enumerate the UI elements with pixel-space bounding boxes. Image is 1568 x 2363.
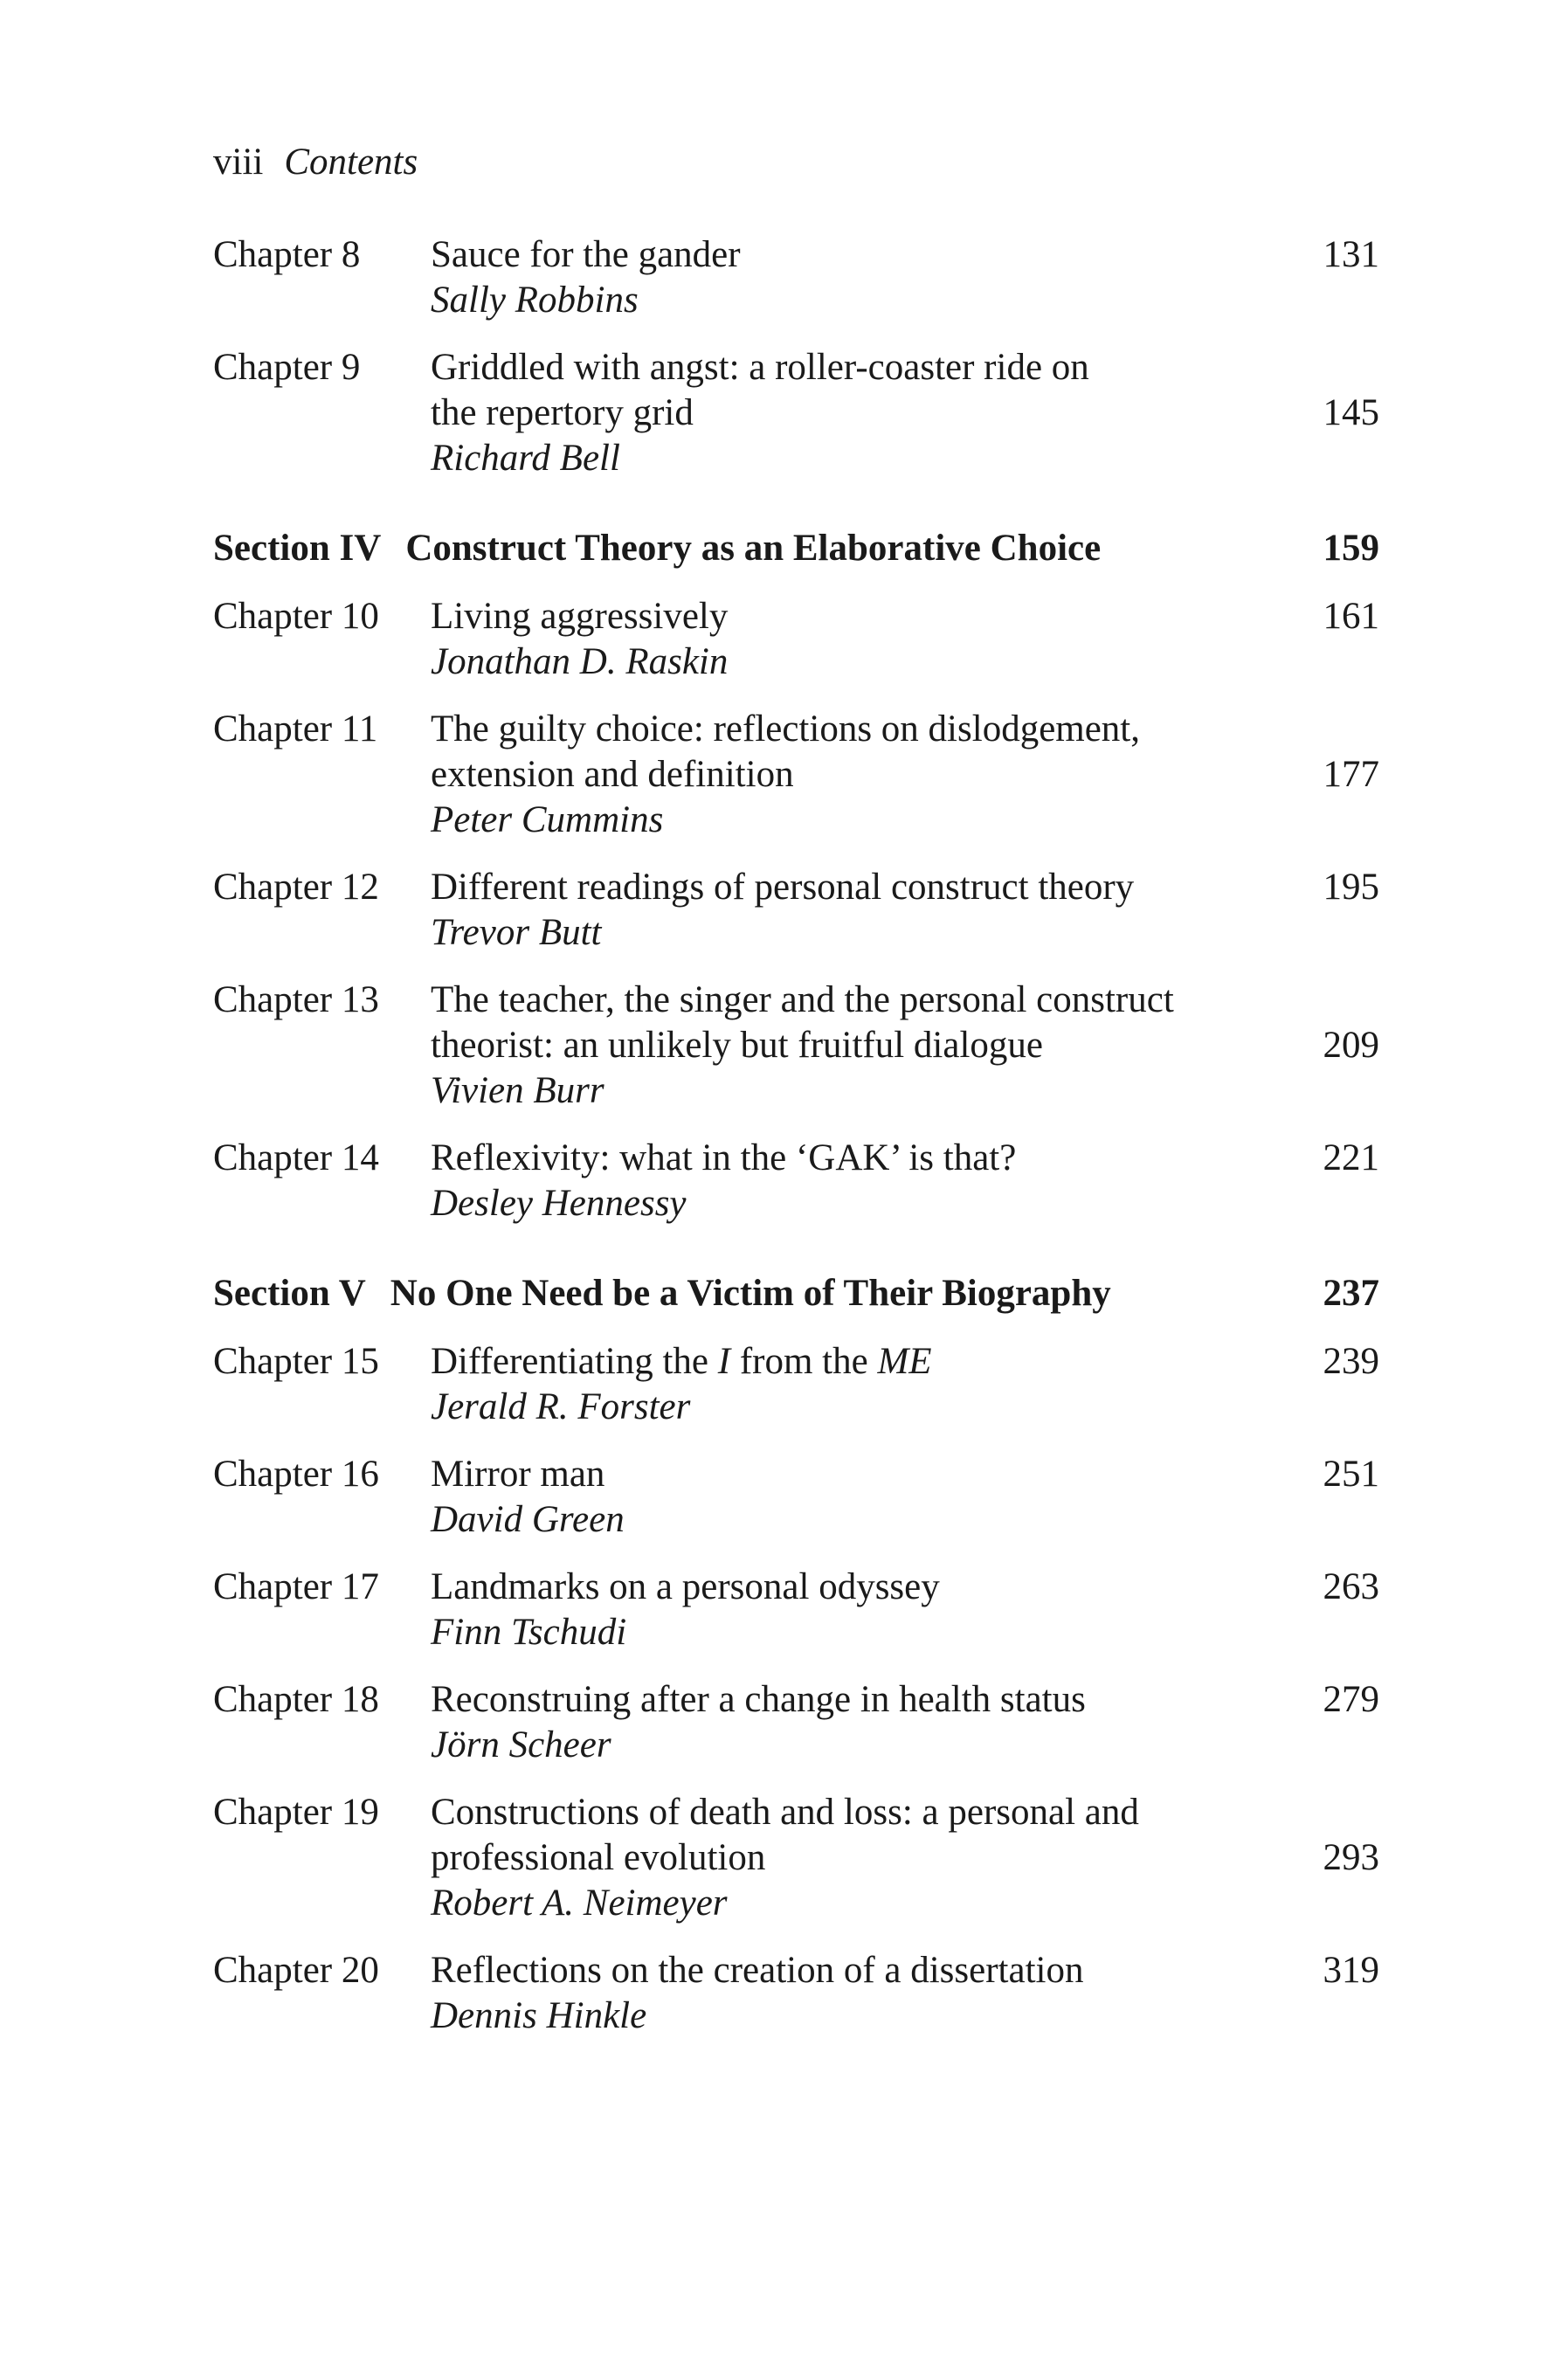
chapter-title: Mirror man — [431, 1454, 605, 1495]
page-number: 319 — [1323, 1950, 1379, 1991]
chapter-title: Different readings of personal construct theory — [431, 867, 1135, 908]
page-number: 221 — [1323, 1137, 1379, 1178]
chapter-title-part: from the — [730, 1341, 878, 1382]
chapter-title-emphasis: I — [717, 1341, 731, 1382]
section-title: Construct Theory as an Elaborative Choice — [405, 528, 1102, 569]
chapter-label: Chapter 16 — [213, 1454, 379, 1495]
toc-entry-chapter-19[interactable] — [213, 1790, 1379, 1926]
toc-entry-chapter-10[interactable] — [213, 594, 1379, 685]
chapter-label: Chapter 15 — [213, 1341, 379, 1382]
chapter-title-line: extension and definition — [431, 754, 794, 795]
chapter-label: Chapter 9 — [213, 347, 361, 388]
page-number: 239 — [1323, 1341, 1379, 1382]
page-number: 161 — [1323, 596, 1379, 637]
page-number: 263 — [1323, 1566, 1379, 1607]
page-number: 209 — [1323, 1025, 1379, 1066]
toc-entry-chapter-17[interactable] — [213, 1565, 1379, 1655]
toc-entry-chapter-13[interactable] — [213, 978, 1379, 1114]
chapter-title: Reconstruing after a change in health status — [431, 1679, 1086, 1720]
page-number: 131 — [1323, 234, 1379, 275]
page-number: 177 — [1323, 754, 1379, 795]
chapter-label: Chapter 18 — [213, 1679, 379, 1720]
section-title: No One Need be a Victim of Their Biography — [390, 1273, 1111, 1314]
page-folio: viii — [213, 142, 264, 183]
toc-entry-chapter-12[interactable] — [213, 865, 1379, 956]
chapter-title-emphasis: ME — [877, 1341, 932, 1382]
running-head-title: Contents — [284, 142, 418, 183]
chapter-label: Chapter 12 — [213, 867, 379, 908]
chapter-title-line: The guilty choice: reflections on dislodgement, — [431, 708, 1141, 750]
chapter-title: Sauce for the gander — [431, 234, 741, 275]
chapter-author: Peter Cummins — [431, 799, 664, 840]
chapter-label: Chapter 8 — [213, 234, 361, 275]
toc-entry-chapter-11[interactable] — [213, 707, 1379, 843]
chapter-author: Finn Tschudi — [431, 1612, 627, 1653]
chapter-author: Robert A. Neimeyer — [431, 1883, 728, 1924]
chapter-author: Dennis Hinkle — [431, 1995, 647, 2036]
page-number: 251 — [1323, 1454, 1379, 1495]
toc-section-v[interactable] — [213, 1271, 1379, 1316]
toc-entry-chapter-18[interactable] — [213, 1677, 1379, 1768]
chapter-author: Jörn Scheer — [431, 1724, 611, 1765]
toc-entry-chapter-15[interactable] — [213, 1339, 1379, 1430]
page-number: 293 — [1323, 1837, 1379, 1878]
chapter-title: Living aggressively — [431, 596, 729, 637]
chapter-author: Vivien Burr — [431, 1070, 604, 1111]
toc-entry-chapter-20[interactable] — [213, 1948, 1379, 2039]
page-number: 237 — [1323, 1273, 1379, 1314]
chapter-title-part: Differentiating the — [431, 1341, 718, 1382]
section-label: Section V — [213, 1273, 366, 1314]
chapter-label: Chapter 17 — [213, 1566, 379, 1607]
chapter-title-line: Griddled with angst: a roller-coaster ride on — [431, 347, 1089, 388]
chapter-author: Desley Hennessy — [431, 1183, 687, 1224]
page-number: 145 — [1323, 392, 1379, 433]
chapter-title-line: The teacher, the singer and the personal construct — [431, 979, 1174, 1020]
chapter-author: Sally Robbins — [431, 280, 639, 321]
chapter-label: Chapter 13 — [213, 979, 379, 1020]
running-head — [213, 140, 418, 185]
chapter-author: Trevor Butt — [431, 912, 602, 953]
chapter-label: Chapter 10 — [213, 596, 379, 637]
chapter-title-line: the repertory grid — [431, 392, 694, 433]
chapter-label: Chapter 11 — [213, 708, 378, 750]
chapter-label: Chapter 14 — [213, 1137, 379, 1178]
chapter-label: Chapter 19 — [213, 1792, 379, 1833]
toc-entry-chapter-14[interactable] — [213, 1136, 1379, 1226]
chapter-label: Chapter 20 — [213, 1950, 379, 1991]
chapter-title-line: Constructions of death and loss: a personal and — [431, 1792, 1139, 1833]
toc-entry-chapter-16[interactable] — [213, 1452, 1379, 1543]
chapter-author: Jerald R. Forster — [431, 1386, 691, 1427]
chapter-title — [431, 1339, 1217, 1385]
chapter-author: Jonathan D. Raskin — [431, 641, 729, 682]
chapter-title: Reflections on the creation of a dissertation — [431, 1950, 1084, 1991]
page-number: 279 — [1323, 1679, 1379, 1720]
page-number: 159 — [1323, 528, 1379, 569]
chapter-title: Landmarks on a personal odyssey — [431, 1566, 940, 1607]
toc-entry-chapter-8[interactable] — [213, 232, 1379, 323]
toc-section-iv[interactable] — [213, 526, 1379, 571]
section-label: Section IV — [213, 528, 382, 569]
toc-entry-chapter-9[interactable] — [213, 345, 1379, 481]
chapter-author: Richard Bell — [431, 438, 620, 479]
page-number: 195 — [1323, 867, 1379, 908]
chapter-author: David Green — [431, 1499, 625, 1540]
chapter-title: Reflexivity: what in the ‘GAK’ is that? — [431, 1137, 1017, 1178]
chapter-title-line: professional evolution — [431, 1837, 766, 1878]
chapter-title-line: theorist: an unlikely but fruitful dialogue — [431, 1025, 1043, 1066]
